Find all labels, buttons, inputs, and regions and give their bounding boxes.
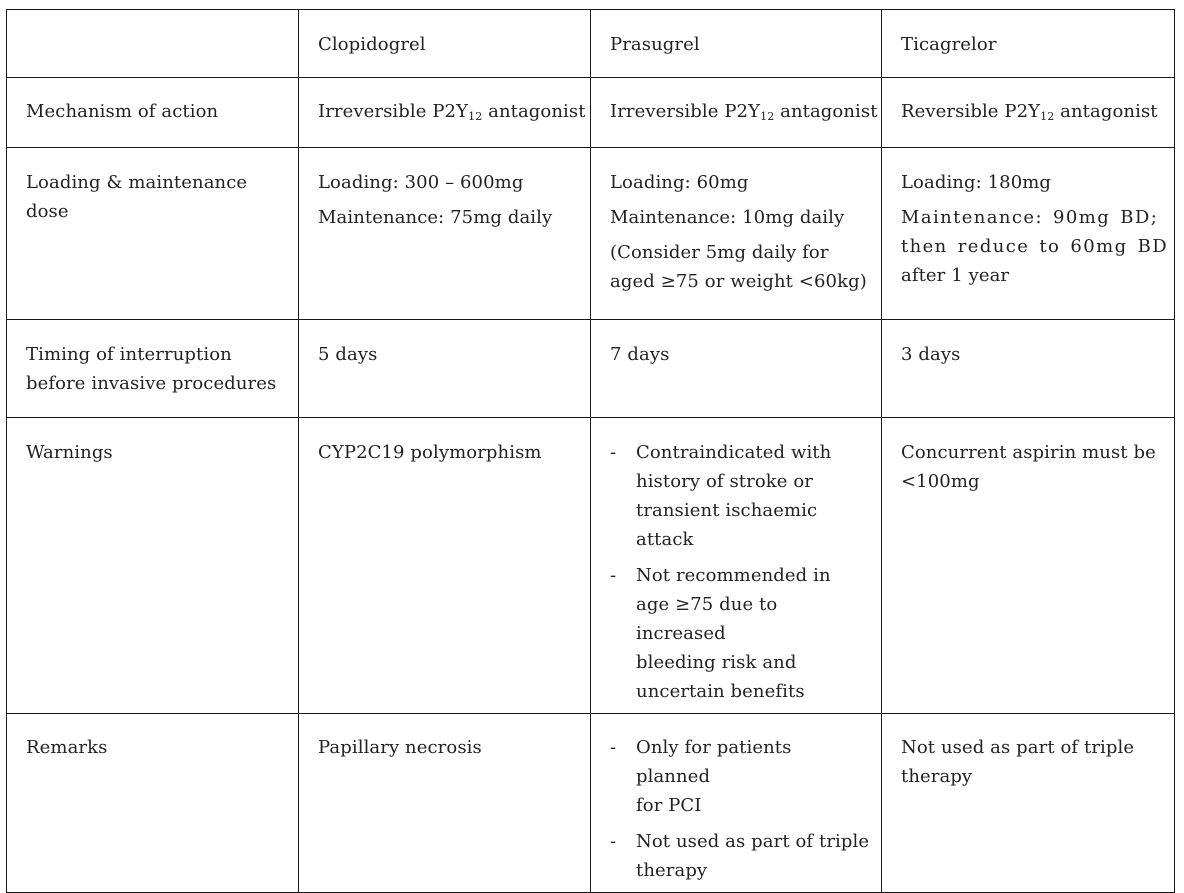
timing-label-line1: Timing of interruption xyxy=(26,344,232,365)
warning-text-line: uncertain benefits xyxy=(636,681,805,702)
timing-row xyxy=(7,320,1175,418)
dose-prasugrel-maintenance: Maintenance: 10mg daily xyxy=(610,207,845,228)
warnings-row xyxy=(7,418,1175,714)
timing-label-line2: before invasive procedures xyxy=(26,373,277,394)
remarks-ticagrelor-line1: Not used as part of triple xyxy=(901,737,1135,758)
list-item xyxy=(610,827,881,885)
warning-text-line: transient ischaemic attack xyxy=(636,500,818,550)
mechanism-clopidogrel-pre: Irreversible P2Y xyxy=(318,101,469,122)
mechanism-clopidogrel-sub: 12 xyxy=(468,110,483,123)
dose-label xyxy=(7,148,299,320)
remarks-ticagrelor-line2: therapy xyxy=(901,766,973,787)
remarks-row xyxy=(7,714,1175,893)
remarks-ticagrelor xyxy=(882,714,1175,893)
remark-text-line: for PCI xyxy=(636,795,702,816)
header-ticagrelor: Ticagrelor xyxy=(882,10,1175,78)
timing-prasugrel: 7 days xyxy=(591,320,882,418)
dose-clopidogrel xyxy=(299,148,591,320)
table-header-row xyxy=(7,10,1175,78)
dose-row xyxy=(7,148,1175,320)
dose-prasugrel xyxy=(591,148,882,320)
mechanism-clopidogrel-post: antagonist xyxy=(482,101,586,122)
remark-text-line: Only for patients planned xyxy=(636,737,792,787)
mechanism-ticagrelor xyxy=(882,78,1175,148)
mechanism-row xyxy=(7,78,1175,148)
dash-bullet: - xyxy=(610,565,617,586)
dose-prasugrel-note-line2: aged ≥75 or weight <60kg) xyxy=(610,271,867,292)
header-empty-cell xyxy=(7,10,299,78)
dose-clopidogrel-maintenance: Maintenance: 75mg daily xyxy=(318,207,553,228)
list-item xyxy=(610,438,881,554)
header-clopidogrel: Clopidogrel xyxy=(299,10,591,78)
mechanism-ticagrelor-sub: 12 xyxy=(1040,110,1055,123)
dose-prasugrel-note-line1: (Consider 5mg daily for xyxy=(610,242,829,263)
remarks-prasugrel xyxy=(591,714,882,893)
warnings-label: Warnings xyxy=(7,418,299,714)
warnings-ticagrelor xyxy=(882,418,1175,714)
warning-text-line: Contraindicated with xyxy=(636,442,832,463)
warnings-prasugrel-list xyxy=(610,438,881,706)
remark-text-line: Not used as part of triple xyxy=(636,831,870,852)
mechanism-clopidogrel xyxy=(299,78,591,148)
warnings-ticagrelor-line1: Concurrent aspirin must be xyxy=(901,442,1156,463)
dash-bullet: - xyxy=(610,442,617,463)
header-prasugrel: Prasugrel xyxy=(591,10,882,78)
remarks-label: Remarks xyxy=(7,714,299,893)
mechanism-prasugrel-sub: 12 xyxy=(760,110,775,123)
dose-prasugrel-loading: Loading: 60mg xyxy=(610,172,749,193)
mechanism-label: Mechanism of action xyxy=(7,78,299,148)
timing-clopidogrel: 5 days xyxy=(299,320,591,418)
remarks-clopidogrel: Papillary necrosis xyxy=(299,714,591,893)
warning-text-line: Not recommended in xyxy=(636,565,831,586)
warning-text-line: bleeding risk and xyxy=(636,652,797,673)
mechanism-ticagrelor-post: antagonist xyxy=(1054,101,1158,122)
remark-text-line: therapy xyxy=(636,860,708,881)
warning-text-line: age ≥75 due to increased xyxy=(636,594,778,644)
mechanism-prasugrel-post: antagonist xyxy=(774,101,878,122)
dose-ticagrelor xyxy=(882,148,1175,320)
warning-text-line: history of stroke or xyxy=(636,471,814,492)
dose-ticagrelor-maintenance-line3: after 1 year xyxy=(901,265,1010,286)
dose-ticagrelor-maintenance-line1: Maintenance: 90mg BD; xyxy=(901,207,1159,228)
mechanism-prasugrel xyxy=(591,78,882,148)
timing-ticagrelor: 3 days xyxy=(882,320,1175,418)
remarks-prasugrel-list xyxy=(610,733,881,885)
list-item xyxy=(610,561,881,706)
list-item xyxy=(610,733,881,820)
dose-label-line2: dose xyxy=(26,201,69,222)
warnings-prasugrel xyxy=(591,418,882,714)
antiplatelet-comparison-table xyxy=(6,9,1175,893)
dose-clopidogrel-loading: Loading: 300 – 600mg xyxy=(318,172,524,193)
dose-label-line1: Loading & maintenance xyxy=(26,172,248,193)
warnings-clopidogrel: CYP2C19 polymorphism xyxy=(299,418,591,714)
dose-ticagrelor-loading: Loading: 180mg xyxy=(901,172,1052,193)
timing-label xyxy=(7,320,299,418)
mechanism-ticagrelor-pre: Reversible P2Y xyxy=(901,101,1041,122)
dose-ticagrelor-maintenance-line2: then reduce to 60mg BD xyxy=(901,236,1169,257)
dash-bullet: - xyxy=(610,737,617,758)
warnings-ticagrelor-line2: <100mg xyxy=(901,471,980,492)
mechanism-prasugrel-pre: Irreversible P2Y xyxy=(610,101,761,122)
dash-bullet: - xyxy=(610,831,617,852)
